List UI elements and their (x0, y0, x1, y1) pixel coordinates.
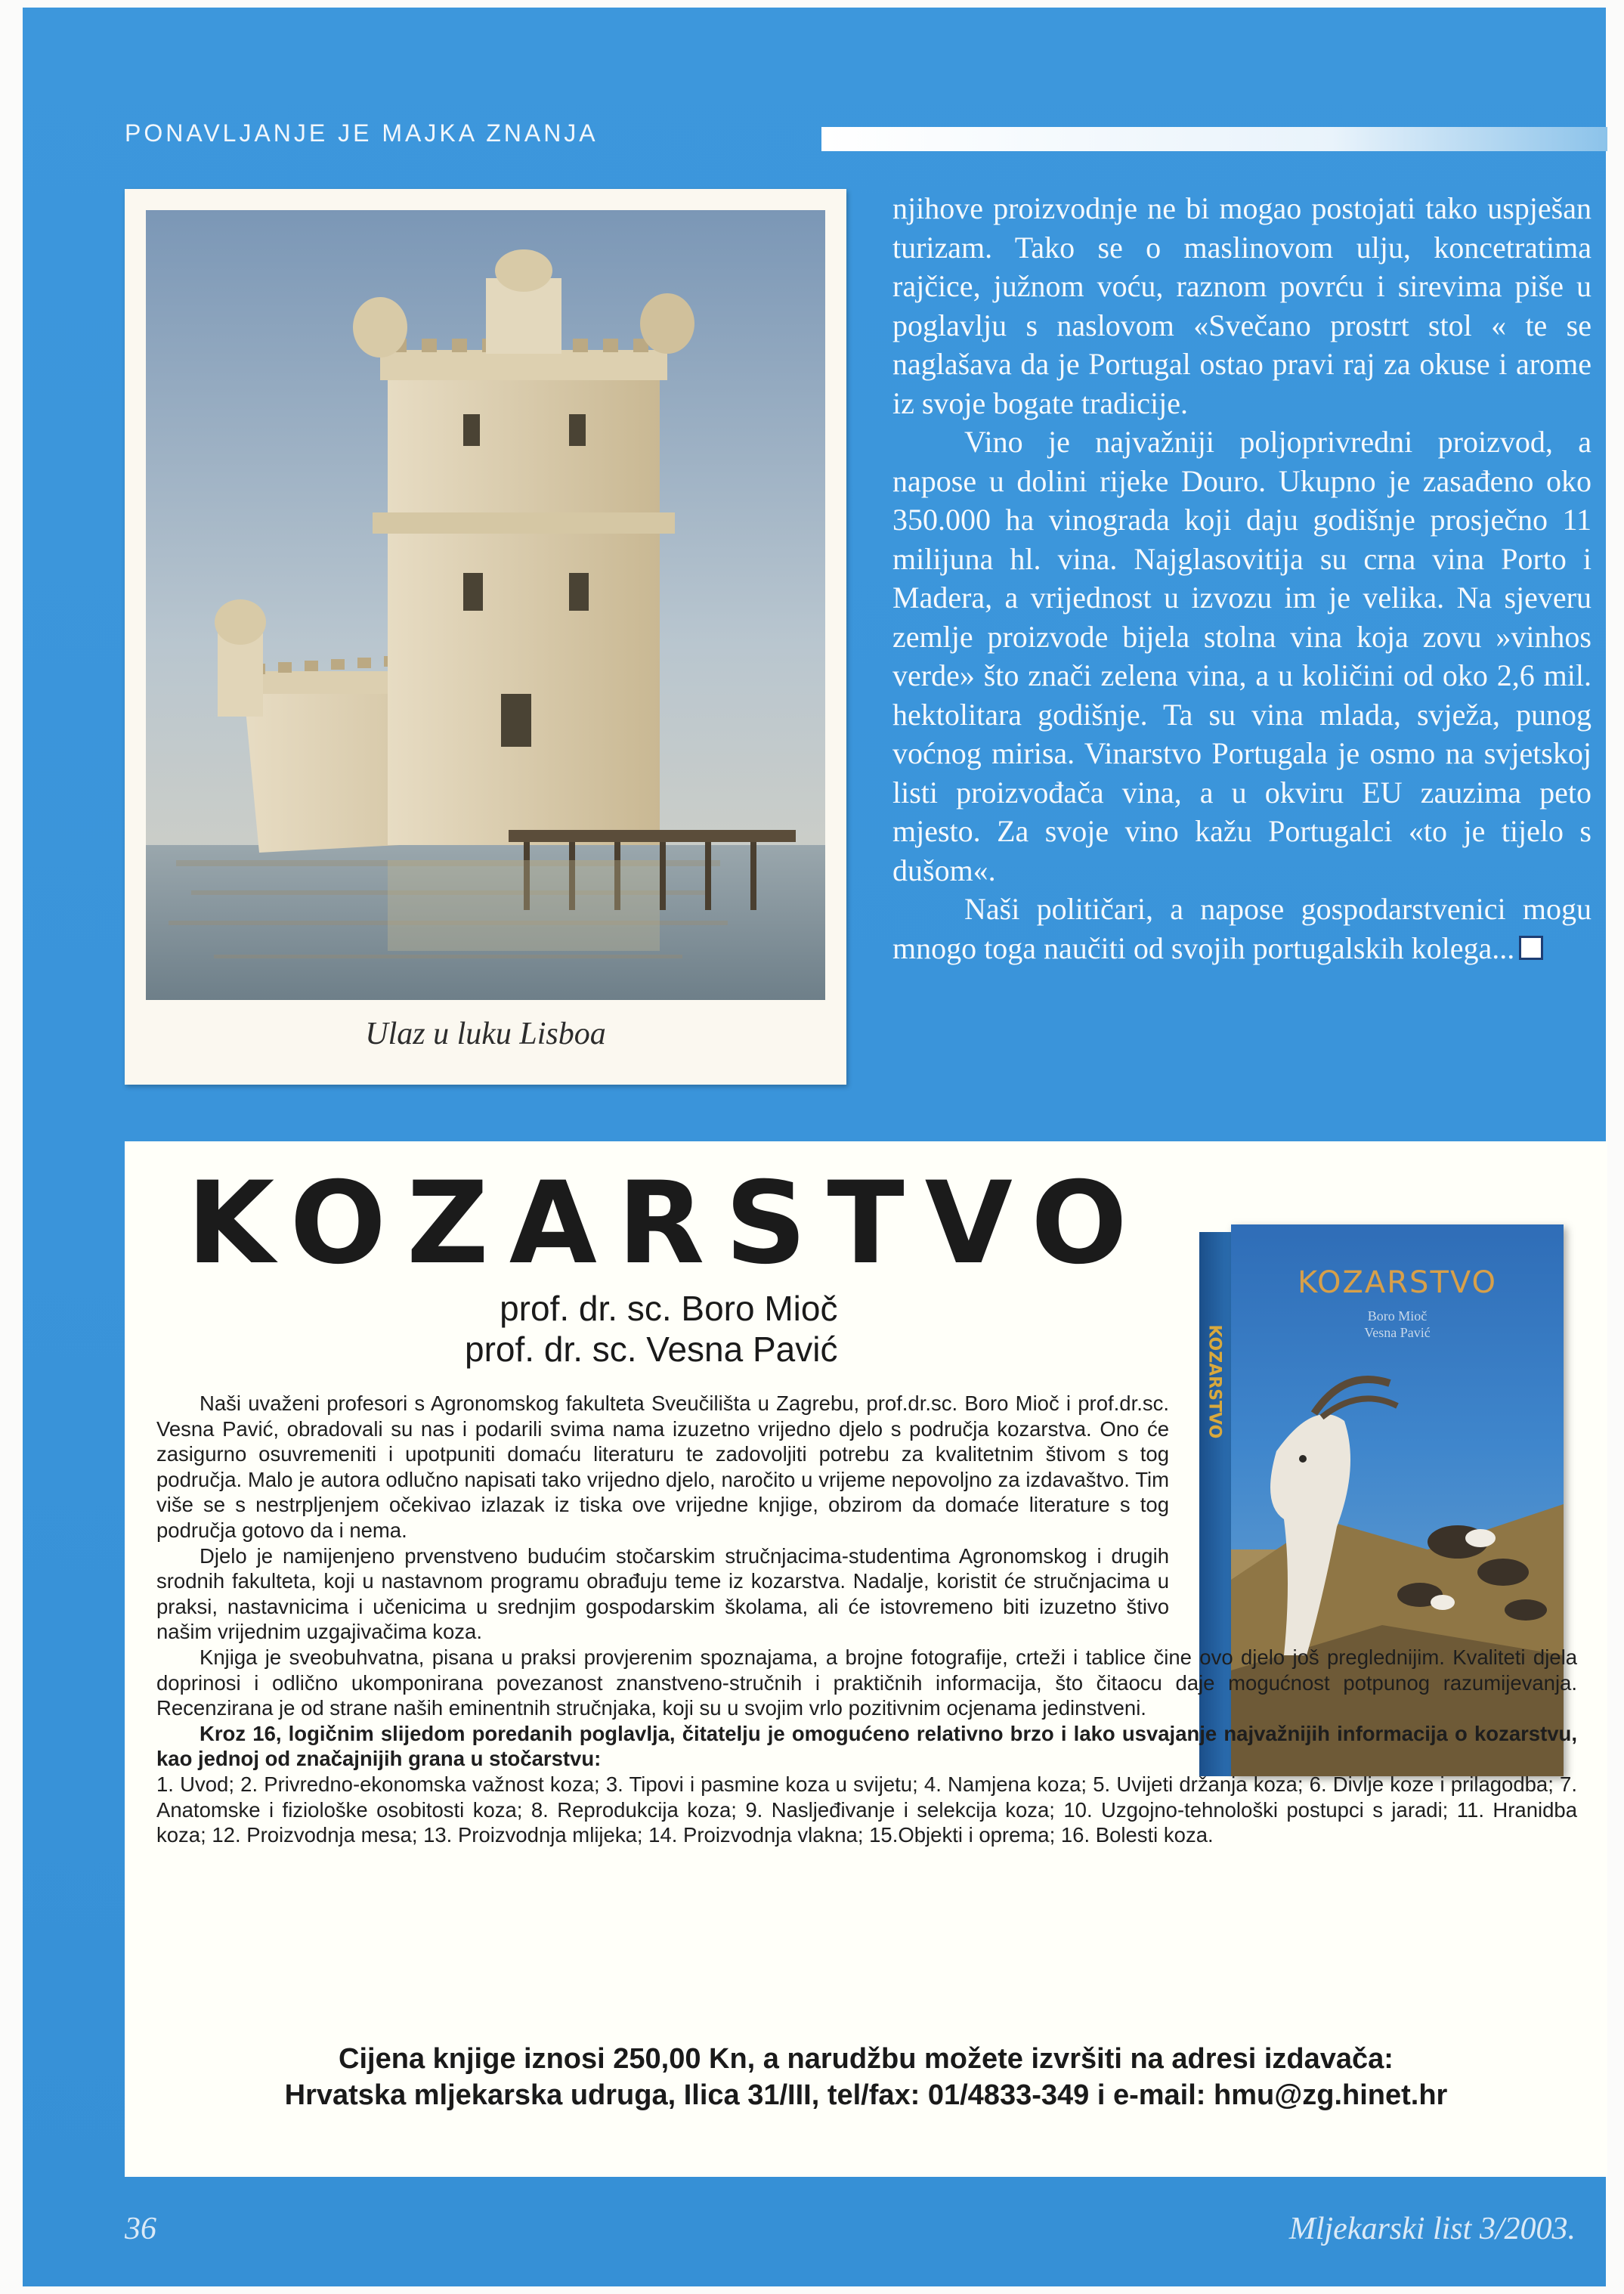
article-paragraph (892, 890, 1592, 967)
photo-frame (125, 189, 846, 1085)
article-paragraph: Vino je najvažniji poljoprivredni proizvod, a napose u dolini rijeke Douro. Ukupno je zasađeno oko 350.000 ha vinograda koji daju godišnje prosječno 11 milijuna hl. vina. Najglasovitija su crna vina Porto i Madera, a vrijednost u izvozu im je velika. Na sjeveru zemlje proizvode bijela stolna vina koja zovu »vinhos verde» što znači zelena vina, a u količini od oko 2,6 mil. hektolitara godišnje. Ta su vina mlada, svježa, punog voćnog mirisa. Vinarstvo Portugala je osmo na svjetskoj listi proizvođača vina, a u okviru EU zauzima peto mjesto. Za svoje vino kažu Portugalci «to je tijelo s dušom«. (892, 425, 1592, 887)
article-column (892, 189, 1592, 967)
chapter-intro: Kroz 16, logičnim slijedom poredanih poglavlja, čitatelju je omogućeno relativno brzo i lako usvajanje najvažnijih informacija o kozarstvu, kao jednoj od značajnijih grana u stočarstvu: (156, 1721, 1577, 1771)
end-of-article-mark (1519, 936, 1543, 960)
article-paragraph: njihove proizvodnje ne bi mogao postojati tako uspješan turizam. Tako se o maslinovom ulju, koncetratima rajčice, južnom voću, raznom povrću i sirevima piše u poglavlju s naslovom «Svečano prostrt stol « te se naglašava da je Portugal ostao pravi raj za okuse i arome iz svoje bogate tradicije. (892, 191, 1592, 420)
book-cover-author: Vesna Pavić (1364, 1325, 1431, 1340)
advert-body (156, 1391, 1577, 1848)
order-price-line: Cijena knjige iznosi 250,00 Kn, a narudžbu možete izvršiti na adresi izdavača: (339, 2043, 1394, 2075)
advert-paragraph-bold (156, 1721, 1577, 1772)
running-title: PONAVLJANJE JE MAJKA ZNANJA (125, 119, 599, 147)
chapter-list: 1. Uvod; 2. Privredno-ekonomska važnost koza; 3. Tipovi i pasmine koza u svijetu; 4. Namjena koza; 5. Uvijeti držanja koza; 6. Divlje koze i prilagodba; 7. Anatomske i fiziološke osobitosti koza; 8. Reprodukcija koza; 9. Nasljeđivanje i selekcija koza; 10. Uzgojno-tehnološki postupci s jaradi; 11. Hranidba koza; 12. Proizvodnja mesa; 13. Proizvodnja mlijeka; 14. Proizvodnja vlakna; 15.Objekti i oprema; 16. Bolesti koza. (156, 1772, 1577, 1847)
book-cover-title: KOZARSTVO (1297, 1265, 1498, 1300)
book-advert (125, 1141, 1607, 2177)
running-header (125, 115, 1606, 157)
article-paragraph-text: Naši političari, a napose gospodarstvenici mogu mnogo toga naučiti od svojih portugalskih kolega... (892, 892, 1592, 965)
author-line: prof. dr. sc. Vesna Pavić (465, 1330, 838, 1369)
advert-paragraph: Djelo je namijenjeno prvenstveno budućim stočarskim stručnjacima-studentima Agronomskog i drugih srodnih fakulteta, koji u nastavnom programu obrađuju teme iz kozarstva. Nadalje, koristit će stručnjacima u praksi, nastavnicima i učenicima u srednjim gospodarskim školama, ali će istovremeno biti izuzetno štivo našim vrijednim uzgajivačima koza. (156, 1543, 1169, 1644)
photo-caption: Ulaz u luku Lisboa (365, 1017, 606, 1051)
advert-paragraph: Knjiga je sveobuhvatna, pisana u praksi provjerenim spoznajama, a brojne fotografije, crteži i tablice čine ovo djelo još preglednijim. Kvaliteti djela doprinosi i odlično ukomponirana povezanost znanstveno-stručnih i praktičnih informacija, što čitaocu daje mogućnost potpunog razumijevanja. Recenzirana je od strane naših eminentnih stručnjaka, koji su u svojim vrlo pozitivnim ocjenama jedinstveni. (156, 1645, 1577, 1720)
order-address-line: Hrvatska mljekarska udruga, Ilica 31/III, tel/fax: 01/4833-349 i e-mail: hmu@zg.hinet.hr (284, 2079, 1448, 2111)
page-number: 36 (125, 2212, 156, 2246)
header-bar (821, 127, 1607, 151)
journal-title: Mljekarski list 3/2003. (1288, 2212, 1576, 2246)
advert-paragraph: Naši uvaženi profesori s Agronomskog fakulteta Sveučilišta u Zagrebu, prof.dr.sc. Boro Mioč i prof.dr.sc. Vesna Pavić, obradovali su nas i podarili svima nama izuzetno vrijedno djelo s područja kozarstva. Ono će zasigurno osuvremeniti i upotpuniti domaću literaturu te zadovoljiti potrebu za kvalitetnim štivom s tog područja. Malo je autora odlučno napisati tako vrijedno djelo, naročito u vrijeme nepovoljno za izdavaštvo. Tim više se s nestrpljenjem očekivao izlazak iz tiska ove vrijedne knjige, obzirom da domaće literature s tog područja gotovo da i nema. (156, 1392, 1169, 1542)
order-info (125, 2041, 1607, 2113)
page-background (23, 8, 1606, 2286)
book-cover-authors (1231, 1308, 1564, 1341)
author-line: prof. dr. sc. Boro Mioč (500, 1289, 838, 1328)
advert-title: KOZARSTVO (187, 1158, 1148, 1289)
book-cover-author: Boro Mioč (1367, 1308, 1428, 1323)
book-spine-title: KOZARSTVO (1205, 1324, 1224, 1439)
tower-photo (146, 210, 825, 1000)
advert-authors (465, 1288, 837, 1370)
